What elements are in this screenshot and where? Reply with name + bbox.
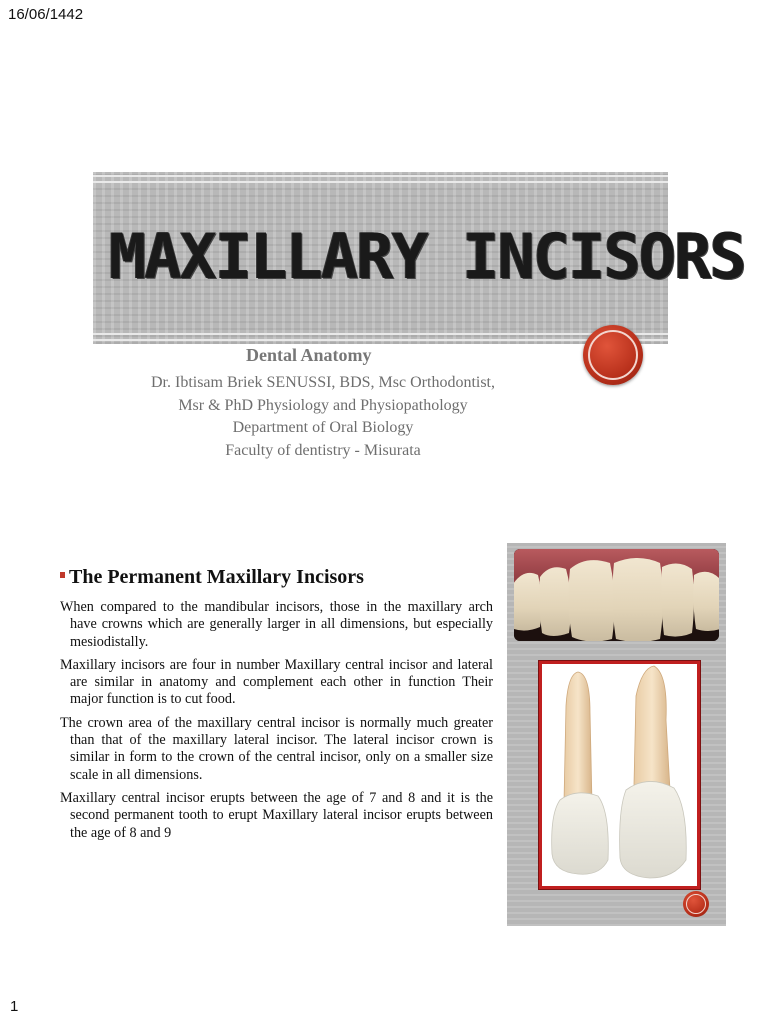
red-circle-badge-icon	[583, 325, 643, 385]
author-line: Dr. Ibtisam Briek SENUSSI, BDS, Msc Orthodontist,	[150, 374, 495, 391]
incisor-diagram-frame	[539, 661, 700, 889]
paragraph: Maxillary incisors are four in number Maxillary central incisor and lateral are similar in anatomy and complement each other in function Their major function is to cut food.	[60, 656, 493, 708]
author-line: Department of Oral Biology	[232, 419, 414, 436]
page-number: 1	[10, 998, 19, 1015]
teeth-photo-illustration	[514, 549, 719, 641]
teeth-photo	[514, 549, 719, 641]
section-heading	[60, 566, 364, 589]
title-banner	[93, 172, 745, 344]
page-date: 16/06/1442	[8, 6, 84, 23]
author-block	[110, 372, 536, 462]
author-line: Faculty of dentistry - Misurata	[225, 441, 421, 459]
section-heading-text: The Permanent Maxillary Incisors	[69, 566, 364, 588]
slide-subtitle: Dental Anatomy	[246, 345, 372, 365]
author-line: Msr & PhD Physiology and Physiopathology	[178, 396, 468, 414]
image-column	[507, 543, 726, 926]
slide-title: MAXILLARY INCISORS	[109, 220, 745, 293]
paragraph: When compared to the mandibular incisors, those in the maxillary arch have crowns which are generally larger in all dimensions, but especially mesiodistally.	[60, 599, 493, 650]
bullet-square-icon	[60, 572, 65, 578]
paragraph: The crown area of the maxillary central incisor is normally much greater than that of the maxillary lateral incisor. The lateral incisor crown is similar in form to the crown of the central incisor, only on a smaller size scale in all dimensions.	[60, 714, 493, 783]
red-circle-badge-icon	[683, 891, 709, 917]
paragraph: Maxillary central incisor erupts between the age of 7 and 8 and it is the second permanent tooth to erupt Maxillary lateral incisor erupts between the age of 8 and 9	[60, 789, 493, 841]
incisor-diagram	[542, 664, 697, 886]
body-text	[60, 599, 493, 848]
